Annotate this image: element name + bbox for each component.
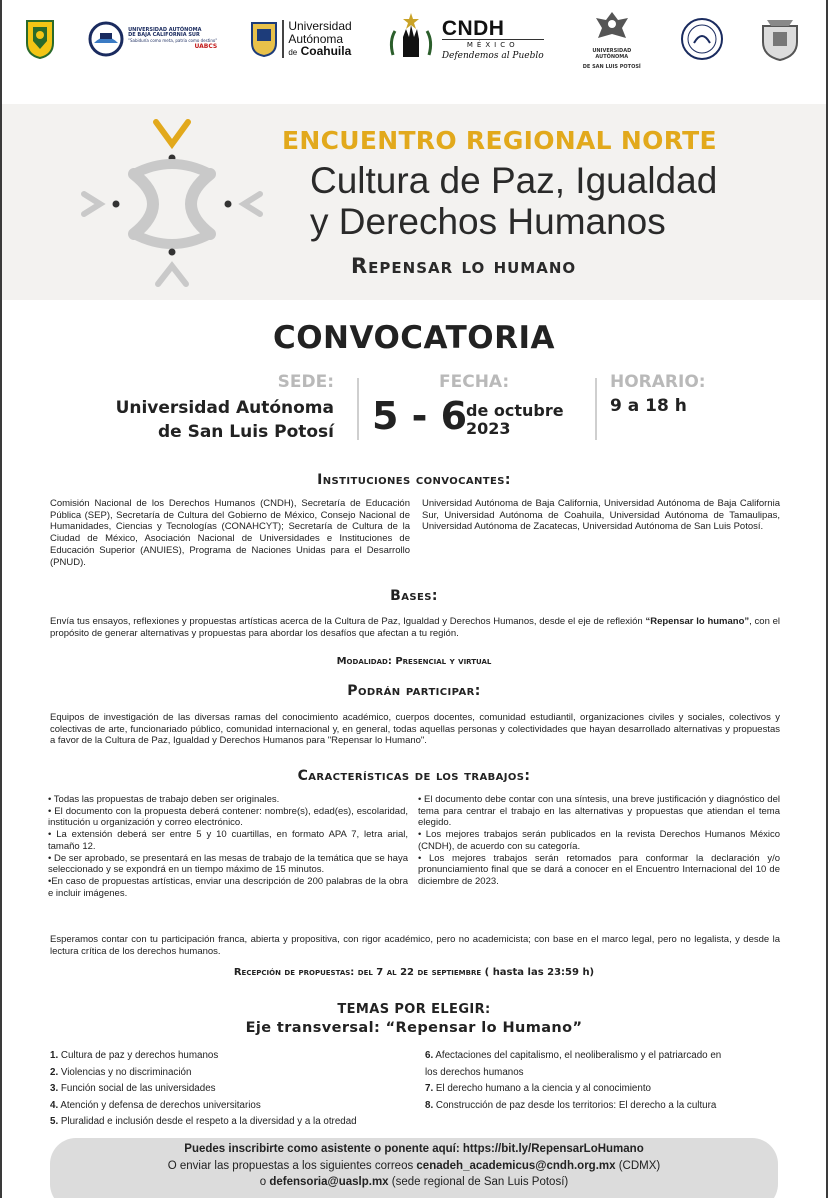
caracteristica-item: •En caso de propuestas artísticas, enviar una descripción de 200 palabras de la obra e incluir imágenes. [48,875,408,899]
uadec-wordmark [282,20,351,58]
event-emblem-icon [74,114,274,294]
tema-text: Violencias y no discriminación [58,1066,192,1078]
uadec-line3: Coahuila [300,44,352,59]
uabc-shield-logo [25,19,55,59]
tema-text: Construcción de paz desde los territorios: El derecho a la cultura [433,1099,717,1111]
fecha-label: FECHA: [439,372,510,392]
sede-value [116,396,334,444]
caracteristica-item: • Todas las propuestas de trabajo deben ser originales. [48,794,280,805]
cndh-slogan: Defendemos al Pueblo [441,50,544,61]
instituciones-heading: Instituciones convocantes: [317,472,511,488]
sede-line1: Universidad Autónoma [115,398,334,418]
tema-item [425,1065,785,1082]
fecha-days: 5 - 6 [372,394,468,438]
event-theme [310,160,717,242]
university-crest-icon [757,16,803,62]
uabcs-seal-icon [88,21,124,57]
uaslp-eagle-icon [592,8,632,44]
event-subtitle: Repensar lo humano [351,254,577,278]
cndh-hand-icon [385,11,437,67]
event-theme-line1: Cultura de Paz, Igualdad [310,160,718,201]
bases-heading: Bases: [390,588,438,604]
circular-emblem-icon [680,17,724,61]
tema-text: Cultura de paz y derechos humanos [58,1050,219,1061]
uadec-shield-icon [250,21,278,57]
divider-1 [357,378,359,440]
fecha-year: 2023 [466,419,511,438]
caracteristicas-right-list [418,794,780,888]
cndh-name: CNDH [441,16,505,40]
uaslp-logo [577,8,647,70]
uadec-logo [250,20,351,58]
hero-banner [2,104,826,300]
uaslp-name-line1: UNIVERSIDAD AUTÓNOMA [592,48,632,60]
footer-line2-a: O enviar las propuestas a los siguientes correos [167,1160,417,1172]
caracteristica-item: • El documento debe contar con una síntesis, una breve justificación y diagnóstico del tema para centrar el trabajo en las alternativas y propuestas que atiendan el tema elegido. [418,794,780,829]
uabcs-name-line1: UNIVERSIDAD AUTÓNOMA [128,26,202,33]
tema-item [425,1098,785,1115]
caracteristica-item: • La extensión deberá ser entre 5 y 10 cuartillas, en formato APA 7, letra arial, tamaño 12. [48,829,408,852]
horario-label: HORARIO: [610,372,706,392]
tema-text: El derecho humano a la ciencia y al conocimiento [433,1083,652,1094]
divider-2 [595,378,597,440]
recepcion-label: Recepción de propuestas: del 7 al 22 de septiembre [233,967,482,978]
uabcs-motto: "Sabiduría como meta, patria como destino" [128,38,218,43]
tema-item [50,1081,410,1098]
cndh-country: MÉXICO [442,39,544,49]
uabcs-name-line2: DE BAJA CALIFORNIA SUR [128,32,200,39]
temas-left-list [50,1048,410,1131]
event-theme-line2: y Derechos Humanos [310,201,666,242]
caracteristica-item: • El documento con la propuesta deberá contener: nombre(s), edad(es), escolaridad, institución u organización y correo electrónico. [48,805,408,829]
convocatoria-heading: CONVOCATORIA [272,320,556,356]
event-title: ENCUENTRO REGIONAL NORTE [282,126,717,155]
bases-text [50,616,780,639]
tema-item [425,1048,785,1065]
caracteristica-item: • Los mejores trabajos serán retomados para conformar la declaración y/o pronunciamiento final que se dará a conocer en el Encuentro Internacional del 10 de diciembre de 2023. [418,852,780,887]
footer-email-line [0,1160,828,1172]
tema-number: 2. [50,1066,59,1078]
participar-text: Equipos de investigación de las diversas ramas del conocimiento académico, cuerpos docentes, comunidad estudiantil, organizaciones civiles y sociales, colectivos y colectivas de arte, funcionariado público, comunidad internacional y, en general, todas aquellas personas y colectividades que hayan desarrollado alternativas y propuestas a favor de la Cultura de Paz, Igualdad y Derechos Humanos para "Repensar lo Humano". [50,712,780,747]
uadec-line1: Universidad [288,19,352,34]
circular-emblem-logo [680,17,724,61]
horario-value: 9 a 18 h [610,396,687,416]
participar-heading: Podrán participar: [347,683,481,699]
tema-item [50,1065,410,1082]
footer-email-line2 [0,1176,828,1188]
logos-row [25,8,803,70]
email-cdmx-link[interactable]: cenadeh_academicus@cndh.org.mx [416,1160,616,1172]
tema-item [425,1081,785,1098]
tema-text: Función social de las universidades [58,1083,216,1094]
caracteristicas-left-list [48,794,408,899]
uabc-shield-icon [25,19,55,59]
tema-number: 6. [425,1050,434,1061]
caracteristicas-heading: Características de los trabajos: [297,768,531,784]
uaslp-name-line2: DE SAN LUIS POTOSÍ [582,64,641,70]
uadec-line3-row [288,45,351,58]
fecha-month: de octubre [466,401,564,420]
footer-registration[interactable]: Puedes inscribirte como asistente o ponente aquí: https://bit.ly/RepensarLoHumano [184,1143,644,1155]
footer-line3-b: (sede regional de San Luis Potosí) [388,1176,569,1188]
tema-number: 5. [50,1116,59,1127]
cndh-logo [385,11,544,67]
instituciones-right-text: Universidad Autónoma de Baja California, Universidad Autónoma de Baja California Sur, Universidad Autónoma de Coahuila, Universidad Autónoma de Tamaulipas, Universidad Autónoma de Zacatecas, Universidad Autónoma de San Luis Potosí. [422,498,780,533]
tema-text: Pluralidad e inclusión desde el respeto a la diversidad y a la otredad [58,1116,357,1127]
recepcion-line [0,967,828,978]
sede-line2: de San Luis Potosí [157,422,334,442]
footer-line3-a: o [259,1176,270,1188]
sede-label: SEDE: [277,372,334,392]
temas-right-list [425,1048,785,1114]
tema-text: Afectaciones del capitalismo, el neoliberalismo y el patriarcado en [433,1050,722,1061]
recepcion-hours: ( hasta las 23:59 h) [481,967,595,978]
temas-heading: TEMAS POR ELEGIR: [337,1002,491,1017]
bases-text-a: Envía tus ensayos, reflexiones y propuestas artísticas acerca de la Cultura de Paz, Igualdad y Derechos Humanos, desde el eje de reflexión [50,616,646,627]
modalidad: Modalidad: Presencial y virtual [336,656,492,667]
bases-text-b: , con el propósito de generar alternativas y propuestas para abordar los desafíos que afectan a tu región. [50,616,780,639]
bases-text-bold: “Repensar lo humano” [645,616,750,627]
fecha-month-year [466,402,564,438]
tema-number: 1. [50,1050,59,1061]
caracteristica-item: • Los mejores trabajos serán publicados en la revista Derechos Humanos México (CNDH), de acuerdo con su categoría. [418,829,780,852]
tema-number: 8. [425,1099,434,1111]
email-uaslp-link[interactable]: defensoria@uaslp.mx [269,1176,389,1188]
tema-text: Atención y defensa de derechos universitarios [58,1099,261,1111]
esperamos-text: Esperamos contar con tu participación franca, abierta y propositiva, con rigor académico, pero no academicista; con base en el marco legal, pero no legalista, y desde la lectura crítica de los derechos humanos. [50,934,780,957]
tema-text: los derechos humanos [425,1066,524,1078]
tema-item [50,1048,410,1065]
university-crest-logo [757,16,803,62]
instituciones-left-text: Comisión Nacional de los Derechos Humanos (CNDH), Secretaría de Educación Pública (SEP), Secretaría de Cultura del Gobierno de México, Consejo Nacional de Humanidades, Ciencias y Tecnologías (CONAHCYT); Secretaría de Cultura de la Ciudad de México, Asociación Nacional de Universidades e Instituciones de Educación Superior (ANUIES), Programa de Naciones Unidas para el Desarrollo (PNUD). [50,498,410,568]
caracteristica-item: • De ser aprobado, se presentará en las mesas de trabajo de la temática que se haya seleccionado y se expondrá en un tiempo máximo de 15 minutos. [48,852,408,876]
eje-transversal: Eje transversal: “Repensar lo Humano” [245,1020,583,1036]
tema-number: 4. [50,1099,59,1111]
tema-item [50,1098,410,1115]
tema-item [50,1114,410,1131]
tema-number: 3. [50,1083,59,1094]
uadec-line3-prefix: de [288,48,298,58]
uabcs-brand: UABCS [194,42,218,50]
uadec-line2: Autónoma [288,31,344,46]
uabcs-logo [88,21,217,57]
tema-number: 7. [425,1083,434,1094]
footer-line2-b: (CDMX) [615,1160,661,1172]
